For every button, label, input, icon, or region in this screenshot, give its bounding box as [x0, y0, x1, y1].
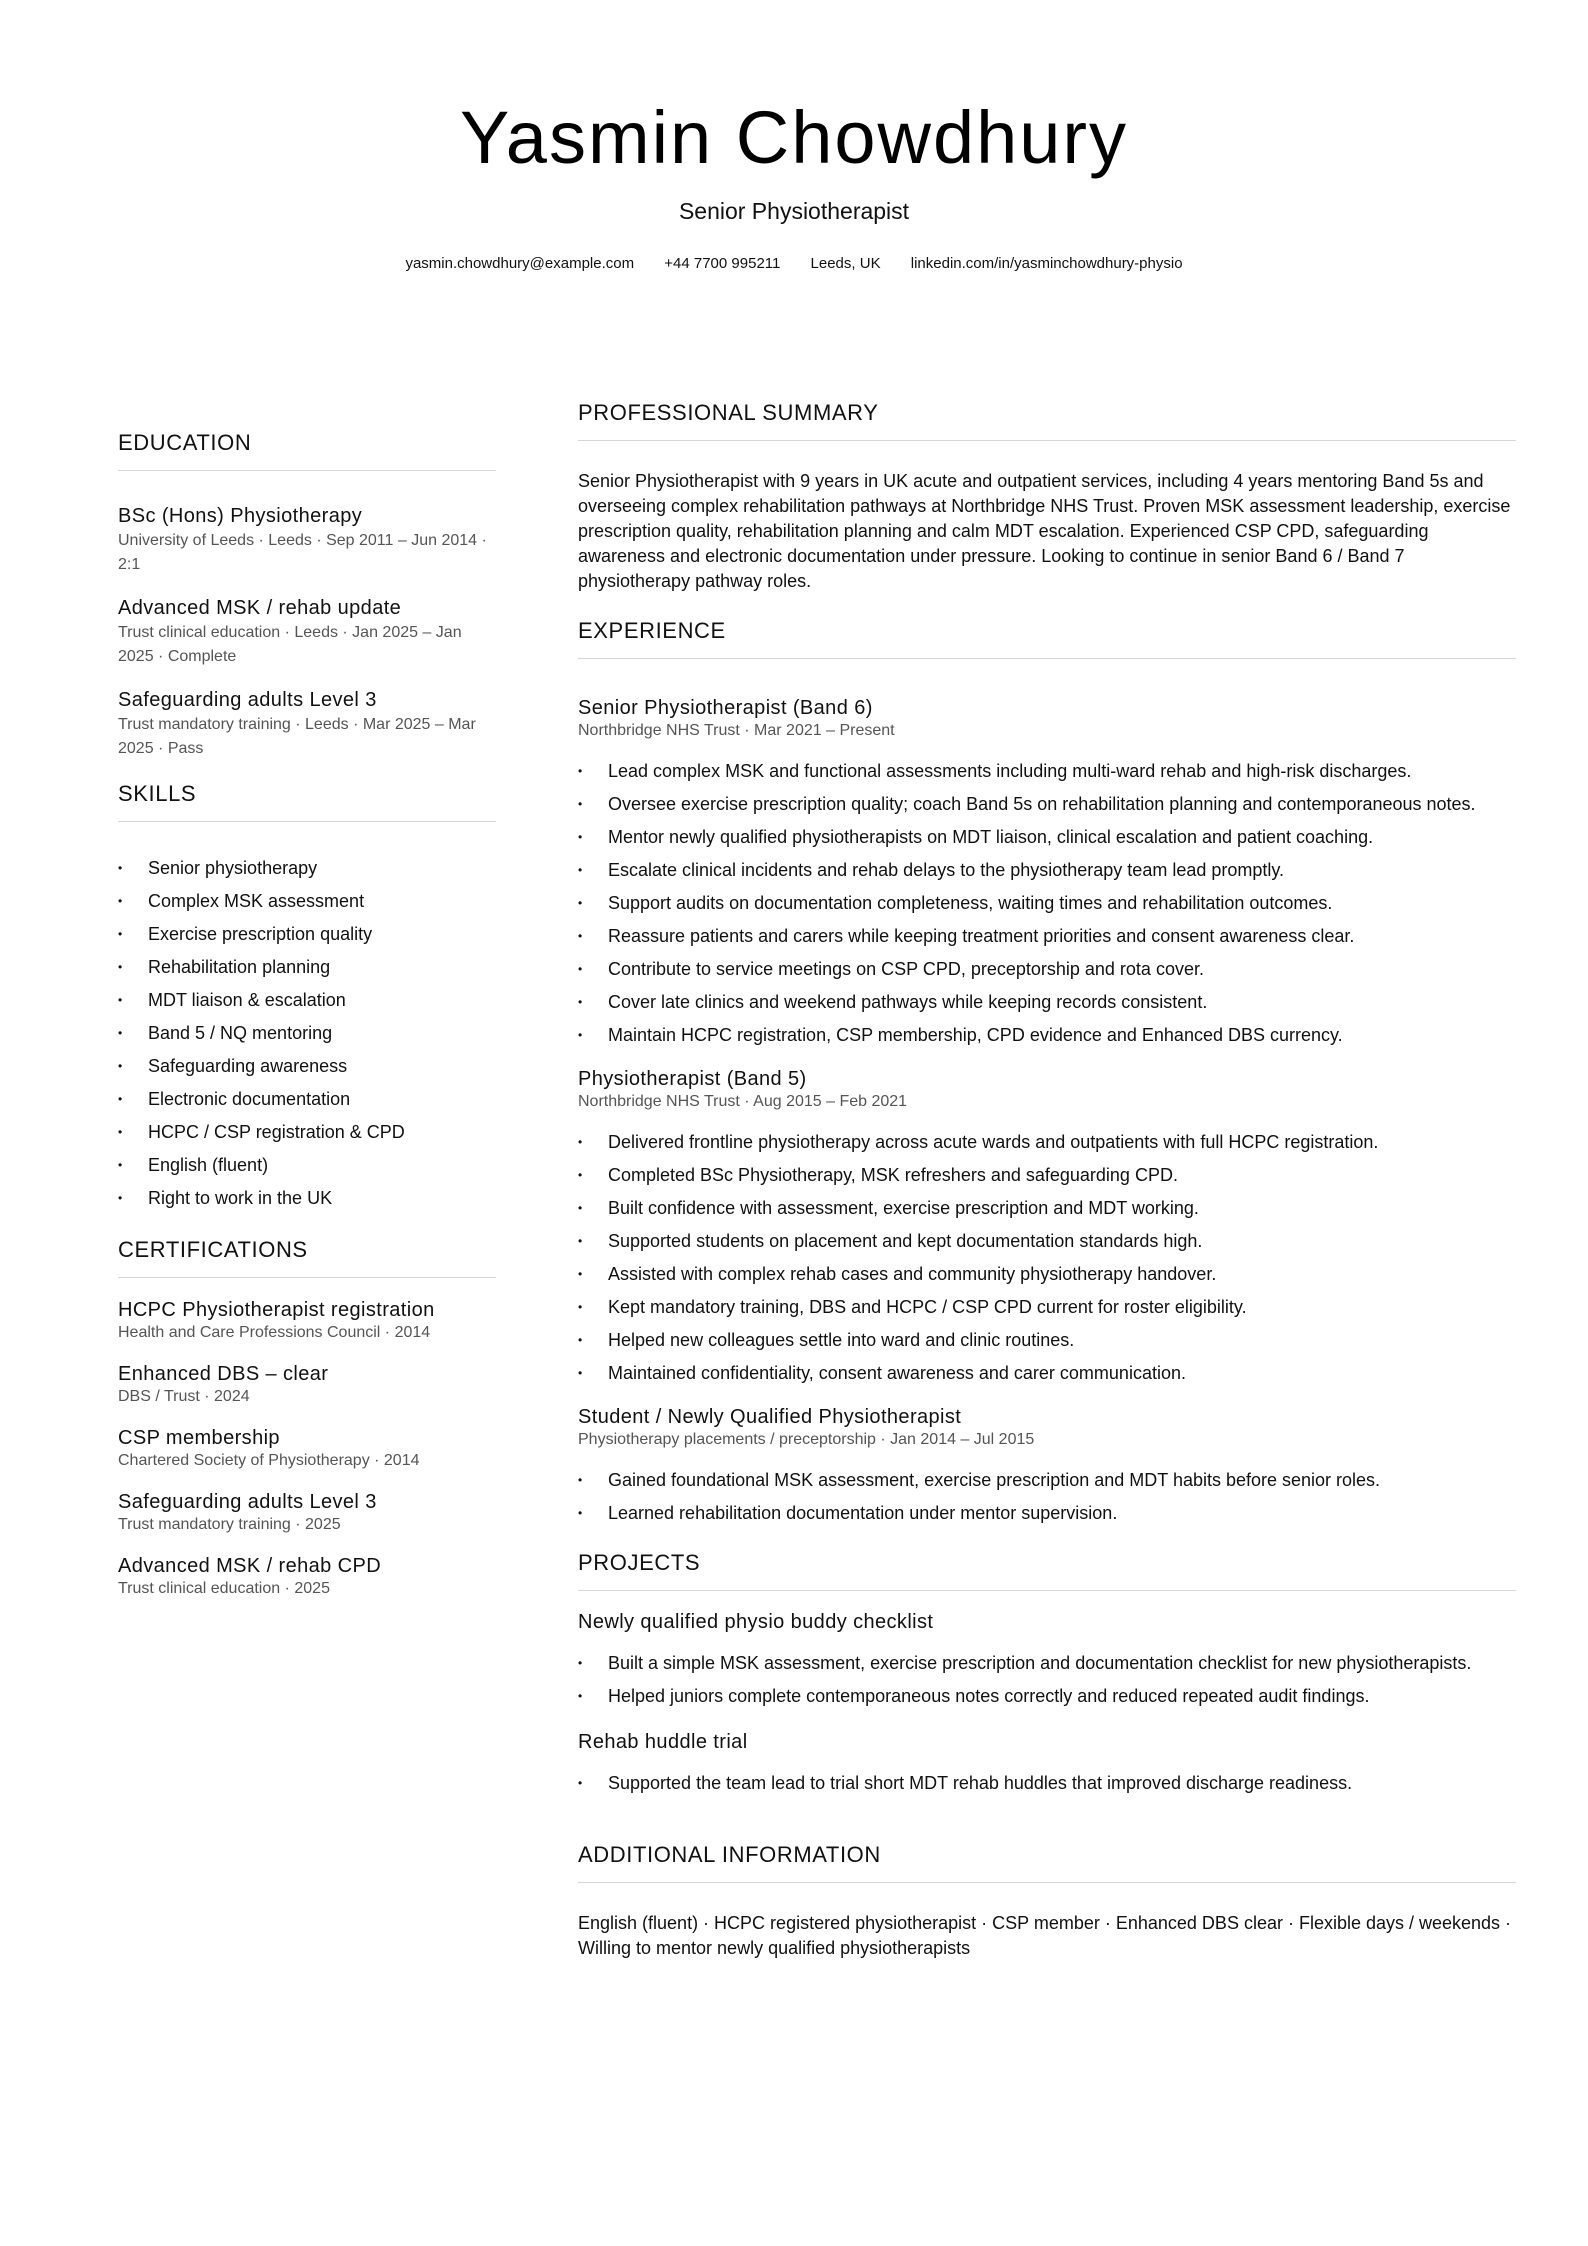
skill-item: • Safeguarding awareness	[118, 1050, 496, 1083]
job-title: Senior Physiotherapist (Band 6)	[578, 697, 873, 719]
education-details: Trust clinical education · Leeds · Jan 2025 – Jan 2025 · Complete	[118, 624, 462, 665]
projects-section	[578, 1548, 1516, 1800]
projects-heading: PROJECTS	[578, 1550, 701, 1575]
education-details: University of Leeds · Leeds · Sep 2011 – Jun 2014 · 2:1	[118, 532, 487, 573]
project-entry	[578, 1729, 1516, 1800]
job-bullet: • Contribute to service meetings on CSP CPD, preceptorship and rota cover.	[578, 953, 1516, 986]
skills-heading: SKILLS	[118, 781, 197, 806]
section-divider	[578, 658, 1516, 659]
project-entry	[578, 1609, 1516, 1713]
contact-location: Leeds, UK	[810, 255, 881, 272]
job-bullet: • Learned rehabilitation documentation under mentor supervision.	[578, 1497, 1516, 1530]
certification-details: Trust clinical education · 2025	[118, 1580, 330, 1597]
job-employer-dates: Physiotherapy placements / preceptorship · Jan 2014 – Jul 2015	[578, 1431, 1035, 1448]
section-divider	[118, 821, 496, 822]
section-divider	[578, 440, 1516, 441]
skill-item: • Right to work in the UK	[118, 1182, 496, 1215]
project-bullets	[578, 1647, 1516, 1713]
certification-item	[118, 1362, 496, 1408]
job-title: Student / Newly Qualified Physiotherapist	[578, 1406, 962, 1428]
section-divider	[118, 1277, 496, 1278]
right-column	[578, 398, 1516, 1961]
certification-item	[118, 1554, 496, 1600]
section-divider	[578, 1590, 1516, 1591]
education-list	[118, 503, 496, 761]
education-title: BSc (Hons) Physiotherapy	[118, 505, 363, 527]
skill-item: • Complex MSK assessment	[118, 885, 496, 918]
additional-section	[578, 1840, 1516, 1961]
project-title: Newly qualified physio buddy checklist	[578, 1611, 934, 1633]
job-bullet: • Gained foundational MSK assessment, exercise prescription and MDT habits before senior roles.	[578, 1464, 1516, 1497]
project-bullet: • Supported the team lead to trial short MDT rehab huddles that improved discharge readiness.	[578, 1767, 1516, 1800]
resume-header	[0, 92, 1588, 272]
job-title: Physiotherapist (Band 5)	[578, 1068, 807, 1090]
education-section	[118, 428, 496, 761]
skill-item: • HCPC / CSP registration & CPD	[118, 1116, 496, 1149]
certification-title: Advanced MSK / rehab CPD	[118, 1555, 382, 1577]
job-bullet: • Support audits on documentation completeness, waiting times and rehabilitation outcomes.	[578, 887, 1516, 920]
certification-title: HCPC Physiotherapist registration	[118, 1299, 435, 1321]
skill-item: • Rehabilitation planning	[118, 951, 496, 984]
candidate-name: Yasmin Chowdhury	[459, 96, 1129, 179]
job-bullet: • Escalate clinical incidents and rehab delays to the physiotherapy team lead promptly.	[578, 854, 1516, 887]
job-bullet: • Mentor newly qualified physiotherapists on MDT liaison, clinical escalation and patient coaching.	[578, 821, 1516, 854]
education-details: Trust mandatory training · Leeds · Mar 2025 – Mar 2025 · Pass	[118, 716, 476, 757]
additional-text: English (fluent) · HCPC registered physiotherapist · CSP member · Enhanced DBS clear · Flexible days / weekends · Willing to mentor newly qualified physiotherapists	[578, 1913, 1512, 1958]
certification-details: Trust mandatory training · 2025	[118, 1516, 341, 1533]
job-bullet: • Helped new colleagues settle into ward and clinic routines.	[578, 1324, 1516, 1357]
skill-item: • MDT liaison & escalation	[118, 984, 496, 1017]
job-bullet: • Oversee exercise prescription quality; coach Band 5s on rehabilitation planning and contemporaneous notes.	[578, 788, 1516, 821]
job-bullets	[578, 1464, 1516, 1530]
education-item	[118, 503, 496, 577]
certification-title: Safeguarding adults Level 3	[118, 1491, 377, 1513]
left-column	[118, 428, 496, 1618]
contact-line	[0, 254, 1588, 274]
job-bullet: • Maintain HCPC registration, CSP membership, CPD evidence and Enhanced DBS currency.	[578, 1019, 1516, 1052]
education-item	[118, 595, 496, 669]
project-title: Rehab huddle trial	[578, 1731, 748, 1753]
additional-heading: ADDITIONAL INFORMATION	[578, 1842, 881, 1867]
project-bullet: • Helped juniors complete contemporaneous notes correctly and reduced repeated audit findings.	[578, 1680, 1516, 1713]
certification-title: Enhanced DBS – clear	[118, 1363, 329, 1385]
contact-linkedin[interactable]: linkedin.com/in/yasminchowdhury-physio	[910, 255, 1183, 272]
job-bullet: • Built confidence with assessment, exercise prescription and MDT working.	[578, 1192, 1516, 1225]
job-employer-dates: Northbridge NHS Trust · Aug 2015 – Feb 2021	[578, 1093, 908, 1110]
education-item	[118, 687, 496, 761]
skills-list	[118, 852, 496, 1215]
skill-item: • Exercise prescription quality	[118, 918, 496, 951]
skill-item: • Electronic documentation	[118, 1083, 496, 1116]
job-bullets	[578, 755, 1516, 1052]
job-bullet: • Reassure patients and carers while keeping treatment priorities and consent awareness clear.	[578, 920, 1516, 953]
job-entry	[578, 1066, 1516, 1390]
job-bullet: • Maintained confidentiality, consent awareness and carer communication.	[578, 1357, 1516, 1390]
candidate-role: Senior Physiotherapist	[678, 198, 910, 224]
certification-title: CSP membership	[118, 1427, 280, 1449]
certification-details: Chartered Society of Physiotherapy · 2014	[118, 1452, 420, 1469]
job-bullet: • Assisted with complex rehab cases and community physiotherapy handover.	[578, 1258, 1516, 1291]
certification-item	[118, 1298, 496, 1344]
certification-details: DBS / Trust · 2024	[118, 1388, 250, 1405]
job-bullet: • Lead complex MSK and functional assessments including multi-ward rehab and high-risk discharges.	[578, 755, 1516, 788]
experience-heading: EXPERIENCE	[578, 618, 726, 643]
contact-email[interactable]: yasmin.chowdhury@example.com	[405, 255, 635, 272]
contact-phone: +44 7700 995211	[664, 255, 781, 272]
certification-details: Health and Care Professions Council · 2014	[118, 1324, 431, 1341]
project-bullet: • Built a simple MSK assessment, exercise prescription and documentation checklist for new physiotherapists.	[578, 1647, 1516, 1680]
job-bullet: • Completed BSc Physiotherapy, MSK refreshers and safeguarding CPD.	[578, 1159, 1516, 1192]
education-title: Safeguarding adults Level 3	[118, 689, 377, 711]
job-bullets	[578, 1126, 1516, 1390]
certifications-heading: CERTIFICATIONS	[118, 1237, 308, 1262]
experience-section	[578, 616, 1516, 1530]
job-bullet: • Cover late clinics and weekend pathways while keeping records consistent.	[578, 986, 1516, 1019]
job-bullet: • Kept mandatory training, DBS and HCPC / CSP CPD current for roster eligibility.	[578, 1291, 1516, 1324]
job-entry	[578, 1404, 1516, 1530]
skill-item: • Band 5 / NQ mentoring	[118, 1017, 496, 1050]
skills-section	[118, 779, 496, 1215]
job-bullet: • Supported students on placement and kept documentation standards high.	[578, 1225, 1516, 1258]
summary-text: Senior Physiotherapist with 9 years in UK acute and outpatient services, including 4 years mentoring Band 5s and overseeing complex rehabilitation pathways at Northbridge NHS Trust. Proven MSK assessment leadership, exercise prescription quality, rehabilitation planning and calm MDT escalation. Experienced CSP CPD, safeguarding awareness and electronic documentation under pressure. Looking to continue in senior Band 6 / Band 7 physiotherapy pathway roles.	[578, 471, 1511, 591]
certification-item	[118, 1426, 496, 1472]
certifications-section	[118, 1235, 496, 1600]
certification-item	[118, 1490, 496, 1536]
section-divider	[578, 1882, 1516, 1883]
project-bullets	[578, 1767, 1516, 1800]
job-bullet: • Delivered frontline physiotherapy across acute wards and outpatients with full HCPC registration.	[578, 1126, 1516, 1159]
education-heading: EDUCATION	[118, 430, 252, 455]
skill-item: • Senior physiotherapy	[118, 852, 496, 885]
skill-item: • English (fluent)	[118, 1149, 496, 1182]
job-employer-dates: Northbridge NHS Trust · Mar 2021 – Present	[578, 722, 895, 739]
education-title: Advanced MSK / rehab update	[118, 597, 402, 619]
job-entry	[578, 695, 1516, 1052]
certifications-list	[118, 1298, 496, 1600]
summary-heading: PROFESSIONAL SUMMARY	[578, 400, 879, 425]
summary-section	[578, 398, 1516, 594]
section-divider	[118, 470, 496, 471]
